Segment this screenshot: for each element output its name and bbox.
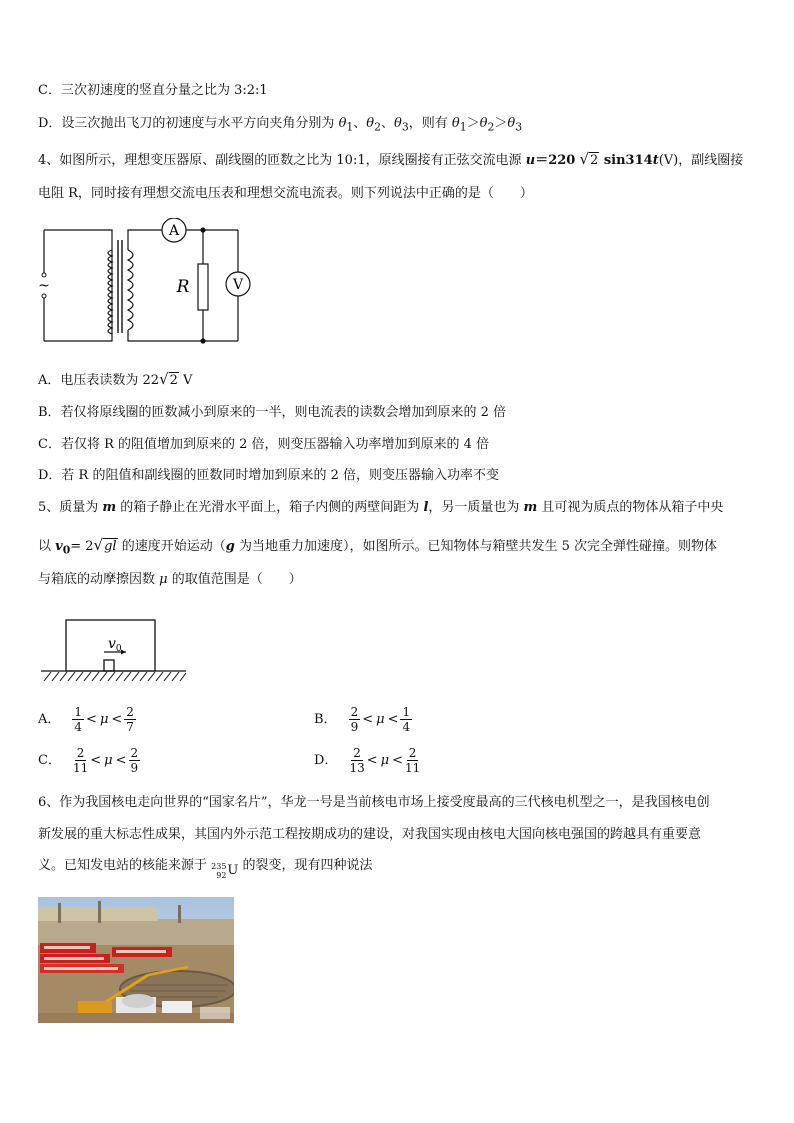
small-block	[104, 660, 114, 671]
fraction: $\frac{1}{4}$	[74, 705, 83, 734]
fraction: $\frac{2}{7}$	[126, 705, 134, 734]
v0-label: $v_0$	[108, 636, 122, 654]
voltmeter-label: V	[232, 277, 244, 293]
sqrt-symbol: √gl	[93, 536, 117, 554]
primary-coil	[108, 250, 112, 334]
q5-stem-line3: 与箱底的动摩擦因数 μ 的取值范围是（ ）	[38, 572, 302, 587]
junction-top	[200, 227, 205, 232]
q5-option-a: A． $\frac{1}{4}$ < μ < $\frac{2}{7}$	[38, 705, 134, 734]
ammeter-label: A	[168, 223, 180, 239]
secondary-coil	[128, 250, 133, 330]
q4-stem-line1: 4、如图所示，理想变压器原、副线圈的匝数之比为 10:1，原线圈接有正弦交流电源 u＝220 √2 sin314t(V)，副线圈接	[38, 150, 744, 168]
resistor	[198, 264, 208, 310]
sqrt-symbol: √2	[579, 150, 599, 168]
source-terminal-top	[42, 273, 46, 277]
q4-stem-line2: 电阻 R，同时接有理想交流电压表和理想交流电流表。则下列说法中正确的是（ ）	[38, 186, 533, 201]
secondary-wire-top-left	[128, 230, 162, 250]
fraction: $\frac{2}{9}$	[130, 746, 139, 775]
secondary-wire-bottom	[128, 330, 238, 341]
q4-option-b: B．若仅将原线圈的匝数减小到原来的一半，则电流表的读数会增加到原来的 2 倍	[38, 405, 507, 420]
ac-source-symbol: ~	[38, 278, 50, 294]
transformer-circuit-diagram	[36, 218, 266, 348]
q5-option-c: C． $\frac{2}{11}$ < μ < $\frac{2}{9}$	[38, 746, 139, 775]
q5-stem-line2: 以 $v_0= 2√gl$ 的速度开始运动（g 为当地重力加速度），如图所示。已知物体与箱壁共发生 5 次完全弹性碰撞。则物体	[38, 536, 717, 557]
q4-option-a: A．电压表读数为 22√2 V	[38, 370, 193, 388]
uranium-nuclide: 235 92 U	[211, 862, 239, 880]
source-terminal-bottom	[42, 294, 46, 298]
fraction: $\frac{2}{11}$	[404, 746, 421, 775]
junction-bottom	[200, 338, 205, 343]
velocity-arrowhead	[121, 650, 126, 655]
q4-option-c: C．若仅将 R 的阻值增加到原来的 2 倍，则变压器输入功率增加到原来的 4 倍	[38, 437, 490, 452]
fraction: $\frac{1}{4}$	[402, 705, 411, 734]
primary-wire	[44, 230, 112, 341]
q3-option-d: D．设三次抛出飞刀的初速度与水平方向夹角分别为 $\theta_1$、$\theta_2$、$\theta_3$，则有 $\theta_1>\theta_2>\theta_3$	[38, 116, 523, 134]
resistor-label: R	[176, 277, 190, 297]
q6-stem-line1: 6、作为我国核电走向世界的“国家名片”，华龙一号是当前核电市场上接受度最高的三代核电机型之一，是我国核电创	[38, 795, 710, 810]
fraction: $\frac{2}{13}$	[349, 746, 365, 775]
q3-option-c: C．三次初速度的竖直分量之比为 3:2:1	[38, 83, 268, 98]
q5-stem-line1: 5、质量为 m 的箱子静止在光滑水平面上，箱子内侧的两壁间距为 l，另一质量也为 m 且可视为质点的物体从箱子中央	[38, 500, 724, 515]
q6-stem-line2: 新发展的重大标志性成果，其国内外示范工程按期成功的建设，对我国实现由核电大国向核电强国的跨越具有重要意	[38, 827, 702, 842]
box-on-ground-figure	[36, 615, 196, 687]
q5-option-d: D． $\frac{2}{13}$ < μ < $\frac{2}{11}$	[314, 746, 421, 775]
ground-hatching	[44, 672, 186, 681]
fraction: $\frac{2}{9}$	[350, 705, 359, 734]
fraction: $\frac{2}{11}$	[72, 746, 89, 775]
construction-site-photo	[38, 897, 234, 1023]
q5-option-b: B． $\frac{2}{9}$ < μ < $\frac{1}{4}$	[314, 705, 411, 734]
sqrt-symbol: √2	[159, 370, 178, 388]
q4-option-d: D．若 R 的阻值和副线圈的匝数同时增加到原来的 2 倍，则变压器输入功率不变	[38, 468, 500, 483]
q6-stem-line3: 义。已知发电站的核能来源于 235 92 U 的裂变，现有四种说法	[38, 858, 373, 880]
